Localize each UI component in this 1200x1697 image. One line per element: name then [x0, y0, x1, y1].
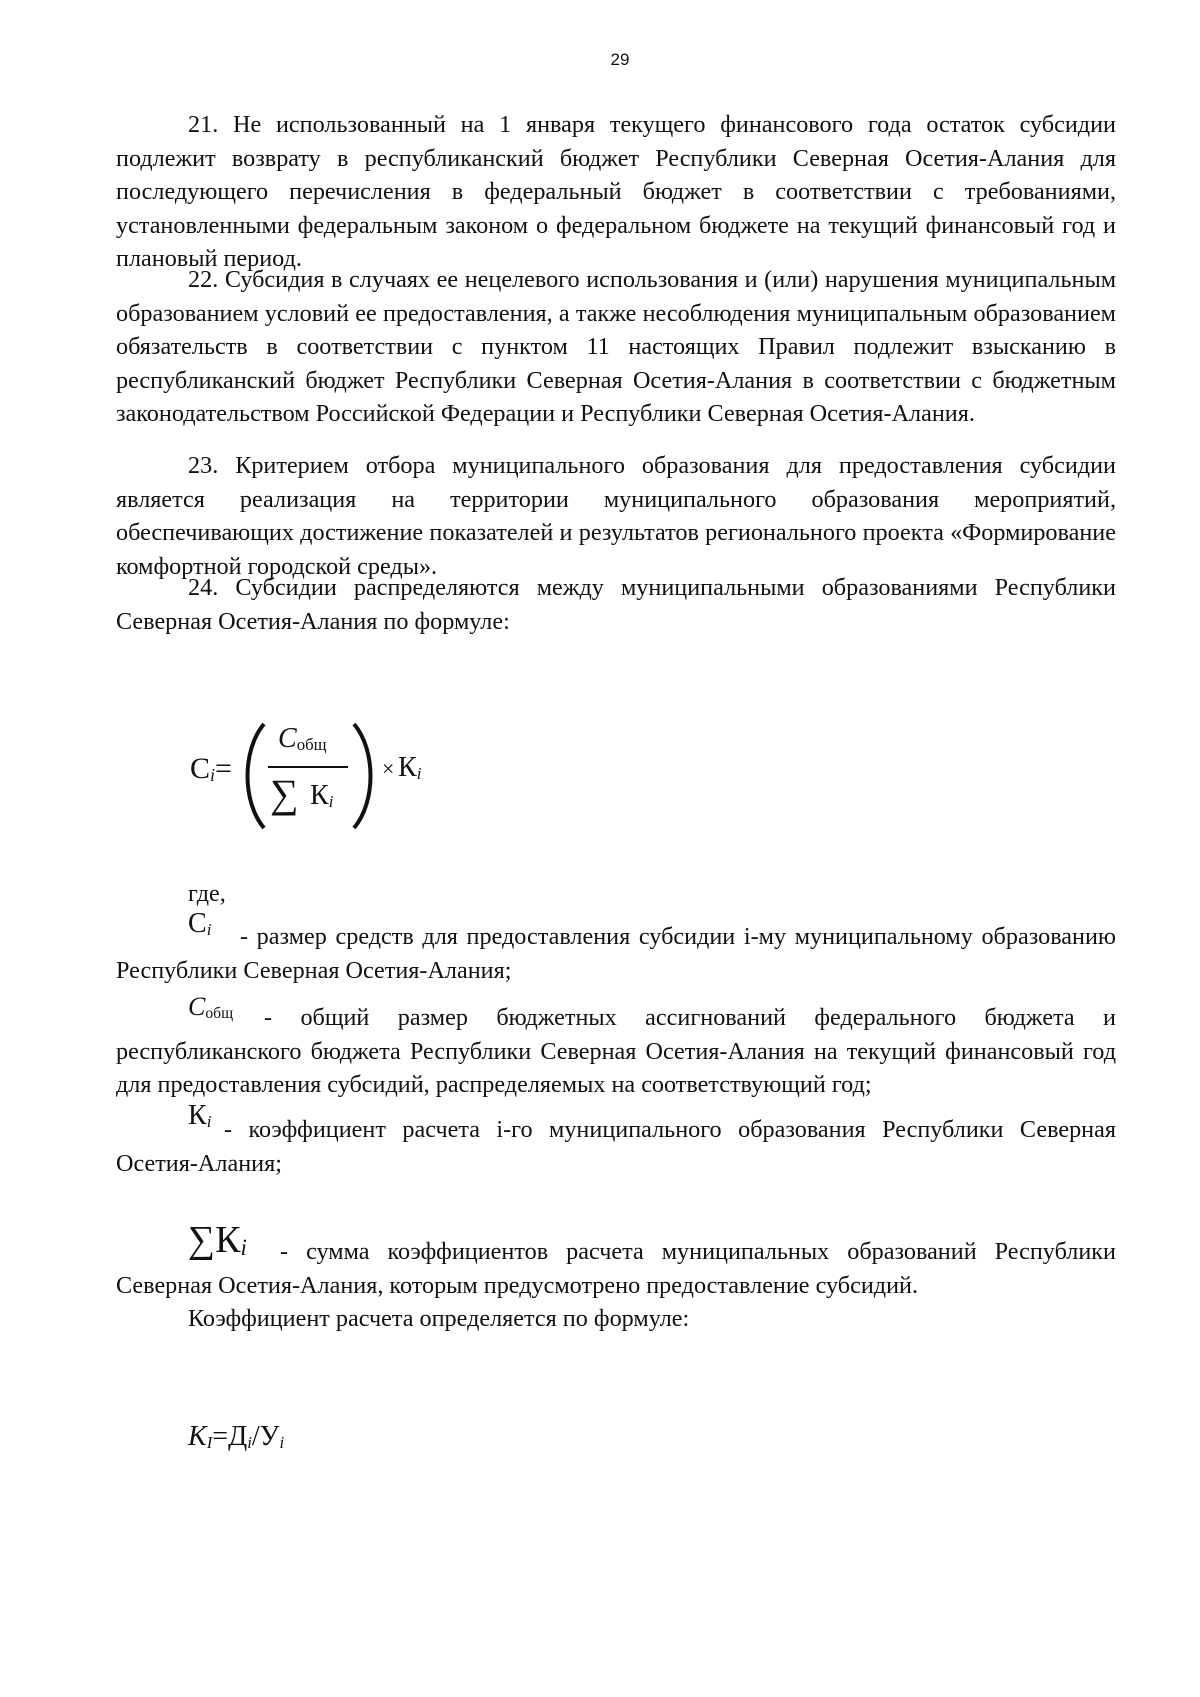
formula-factor: $К_i$ — [398, 752, 422, 783]
page-number: 29 — [610, 50, 630, 69]
definition-symbol-sum-ki: $\sum К_i$ — [188, 1219, 247, 1261]
formula-denominator: $К_i$ — [310, 780, 334, 811]
times-sign: × — [382, 756, 395, 781]
definition-symbol-ki: $К_i$ — [188, 1100, 212, 1131]
definition-ki-text: - коэффициент расчета i-го муниципального образования Республики Северная Осетия-Алания; — [116, 1116, 1116, 1177]
definition-sum-ki-text: - сумма коэффициентов расчета муниципальных образований Республики Северная Осетия-Алания, которым предусмотрено предоставление субсидий. — [116, 1238, 1116, 1299]
formula2-denominator-sub: i — [279, 1433, 285, 1452]
paragraph-21: 21. Не использованный на 1 января текущего финансового года остаток субсидии подлежит возврату в республиканский бюджет Республики Северная Осетия-Алания для последующего перечисления в федеральный бюджет в соответствии с требованиями, установленными федеральным законом о федеральном бюджете на текущий финансовый год и плановый период. — [116, 111, 1116, 272]
formula-lhs: $С_i=$ — [190, 752, 232, 785]
where-label: где, — [188, 880, 226, 907]
definition-symbol-ci: $С_i$ — [188, 908, 212, 939]
formula2-numerator-sub: i — [247, 1433, 252, 1452]
formula2-lhs-sub: I — [206, 1433, 213, 1452]
paragraph-23: 23. Критерием отбора муниципального образования для предоставления субсидии является реализация на территории муниципального образования мероприятий, обеспечивающих достижение показателей и результатов регионального проекта «Формирование комфортной городской среды». — [116, 452, 1116, 580]
left-paren-icon — [238, 720, 268, 832]
coefficient-intro: Коэффициент расчета определяется по формуле: — [188, 1305, 690, 1332]
definition-ci-text: - размер средств для предоставления субсидии i-му муниципальному образованию Республики Северная Осетия-Алания; — [116, 923, 1116, 984]
paragraph-24: 24. Субсидии распределяются между муниципальными образованиями Республики Северная Осетия-Алания по формуле: — [116, 574, 1116, 635]
fraction-bar — [268, 766, 348, 768]
formula2-equals: = — [212, 1421, 229, 1452]
formula2-slash: / — [251, 1421, 260, 1452]
right-paren-icon — [350, 720, 380, 832]
formula2-denominator: У — [259, 1421, 280, 1452]
coefficient-formula — [188, 1421, 284, 1453]
formula2-numerator: Д — [228, 1421, 248, 1452]
formula-numerator: $С_{общ}$ — [278, 723, 327, 754]
definition-cobsch-text: - общий размер бюджетных ассигнований федерального бюджета и республиканского бюджета Республики Северная Осетия-Алания на текущий финансовый год для предоставления субсидий, распределяемых на соответствующий год; — [116, 1004, 1116, 1098]
formula2-lhs: K — [188, 1421, 207, 1452]
definition-symbol-cobsch: $С_{общ}$ — [188, 992, 234, 1022]
sum-sign: ∑ — [270, 771, 299, 816]
paragraph-22: 22. Субсидия в случаях ее нецелевого использования и (или) нарушения муниципальным образованием условий ее предоставления, а также несоблюдения муниципальным образованием обязательств в соответствии с пунктом 11 настоящих Правил подлежит взысканию в республиканский бюджет Республики Северная Осетия-Алания в соответствии с бюджетным законодательством Российской Федерации и Республики Северная Осетия-Алания. — [116, 266, 1116, 427]
